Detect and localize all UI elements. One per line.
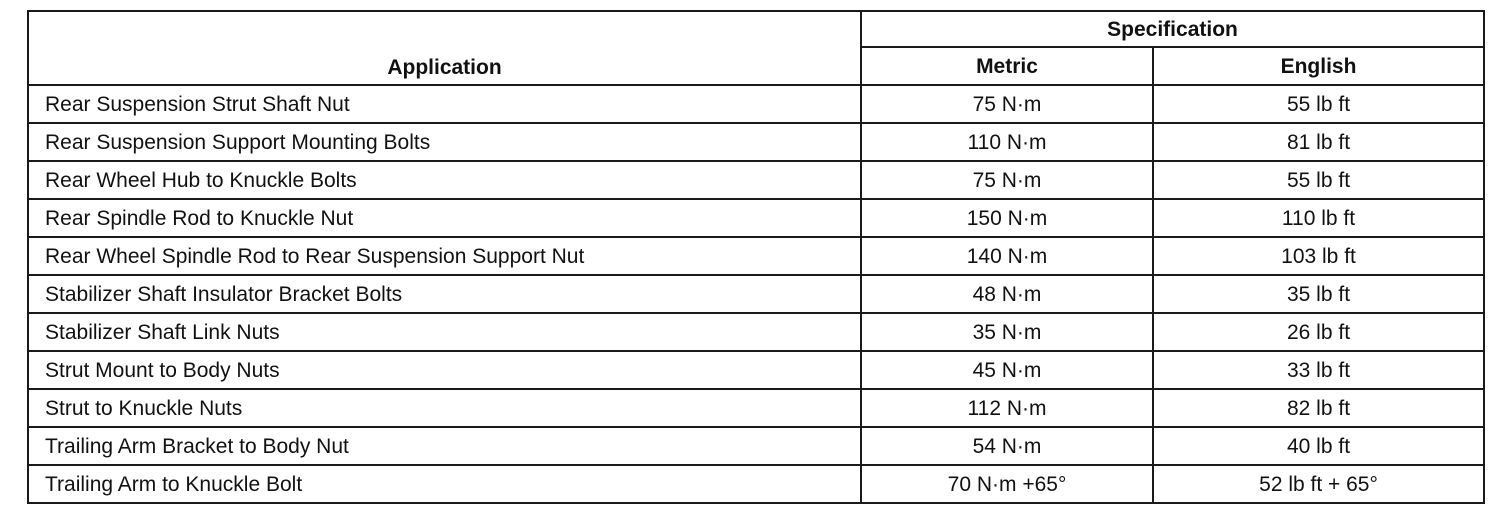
english-cell: 82 lb ft xyxy=(1153,389,1484,427)
metric-cell: 75 N·m xyxy=(861,85,1153,123)
metric-cell: 48 N·m xyxy=(861,275,1153,313)
english-cell: 33 lb ft xyxy=(1153,351,1484,389)
table-header-row-top xyxy=(28,11,1484,47)
application-cell: Stabilizer Shaft Insulator Bracket Bolts xyxy=(28,275,861,313)
table-row xyxy=(28,85,1484,123)
metric-cell: 110 N·m xyxy=(861,123,1153,161)
english-cell: 40 lb ft xyxy=(1153,427,1484,465)
application-cell: Rear Suspension Support Mounting Bolts xyxy=(28,123,861,161)
metric-cell: 75 N·m xyxy=(861,161,1153,199)
table-row xyxy=(28,351,1484,389)
application-cell: Rear Suspension Strut Shaft Nut xyxy=(28,85,861,123)
table-row xyxy=(28,123,1484,161)
header-metric: Metric xyxy=(861,47,1153,85)
table-row xyxy=(28,427,1484,465)
english-cell: 81 lb ft xyxy=(1153,123,1484,161)
application-cell: Rear Wheel Hub to Knuckle Bolts xyxy=(28,161,861,199)
metric-cell: 150 N·m xyxy=(861,199,1153,237)
application-cell: Rear Spindle Rod to Knuckle Nut xyxy=(28,199,861,237)
english-cell: 35 lb ft xyxy=(1153,275,1484,313)
metric-cell: 140 N·m xyxy=(861,237,1153,275)
metric-cell: 70 N·m +65° xyxy=(861,465,1153,503)
table-row xyxy=(28,389,1484,427)
table-row xyxy=(28,275,1484,313)
metric-cell: 112 N·m xyxy=(861,389,1153,427)
english-cell: 55 lb ft xyxy=(1153,161,1484,199)
table-row xyxy=(28,199,1484,237)
table-row xyxy=(28,313,1484,351)
english-cell: 103 lb ft xyxy=(1153,237,1484,275)
application-cell: Trailing Arm Bracket to Body Nut xyxy=(28,427,861,465)
english-cell: 110 lb ft xyxy=(1153,199,1484,237)
fastener-torque-table xyxy=(27,10,1485,504)
english-cell: 52 lb ft + 65° xyxy=(1153,465,1484,503)
header-application: Application xyxy=(28,11,861,85)
application-cell: Strut Mount to Body Nuts xyxy=(28,351,861,389)
table-row xyxy=(28,161,1484,199)
english-cell: 55 lb ft xyxy=(1153,85,1484,123)
header-english: English xyxy=(1153,47,1484,85)
application-cell: Trailing Arm to Knuckle Bolt xyxy=(28,465,861,503)
metric-cell: 35 N·m xyxy=(861,313,1153,351)
metric-cell: 54 N·m xyxy=(861,427,1153,465)
application-cell: Strut to Knuckle Nuts xyxy=(28,389,861,427)
english-cell: 26 lb ft xyxy=(1153,313,1484,351)
header-specification: Specification xyxy=(861,11,1484,47)
table-row xyxy=(28,237,1484,275)
table-row xyxy=(28,465,1484,503)
metric-cell: 45 N·m xyxy=(861,351,1153,389)
application-cell: Stabilizer Shaft Link Nuts xyxy=(28,313,861,351)
application-cell: Rear Wheel Spindle Rod to Rear Suspension Support Nut xyxy=(28,237,861,275)
